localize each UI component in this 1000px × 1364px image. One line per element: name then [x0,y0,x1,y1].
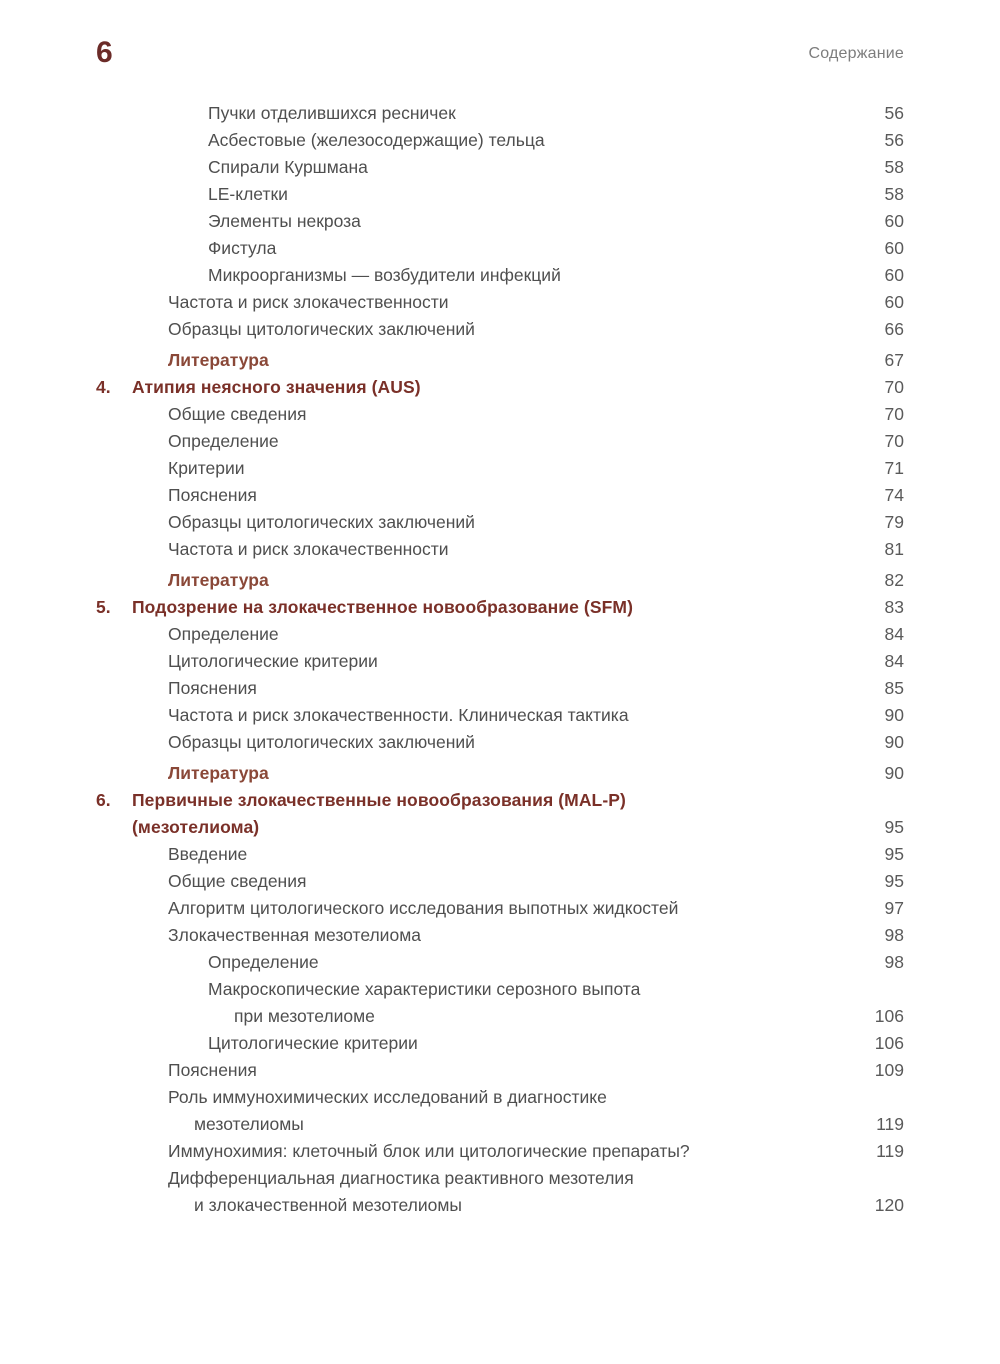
toc-entry[interactable] [96,949,904,976]
entry-label: Определение [168,624,279,644]
toc-entry[interactable] [96,675,904,702]
chapter-page-number: 83 [884,597,904,617]
entry-label: Пояснения [168,485,257,505]
chapter-page-number: 95 [884,817,904,837]
entry-page-number: 84 [884,624,904,644]
entry-page-number: 119 [876,1114,904,1134]
entry-page-number: 90 [884,763,904,783]
toc-entry-literature[interactable] [96,567,904,594]
toc-entry[interactable] [96,702,904,729]
toc-chapter-heading[interactable] [96,374,904,401]
entry-label: Иммунохимия: клеточный блок или цитологические препараты? [168,1141,690,1161]
toc-entry[interactable] [96,841,904,868]
toc-entry[interactable] [96,262,904,289]
entry-label: Пучки отделившихся ресничек [208,103,456,123]
chapter-title: Атипия неясного значения (AUS) [132,377,421,397]
toc-entry[interactable] [96,100,904,127]
entry-page-number: 95 [884,871,904,891]
entry-page-number: 82 [884,570,904,590]
toc-entry-literature[interactable] [96,760,904,787]
toc-entry[interactable] [96,1138,904,1165]
entry-page-number: 97 [884,898,904,918]
entry-page-number: 79 [884,512,904,532]
toc-section-group [96,100,904,374]
entry-label: Элементы некроза [208,211,361,231]
entry-label: Определение [168,431,279,451]
entry-page-number: 60 [884,238,904,258]
entry-label: Литература [168,570,269,590]
toc-chapter-group [96,374,904,594]
toc-chapter-group [96,594,904,787]
entry-page-number: 84 [884,651,904,671]
entry-label: Образцы цитологических заключений [168,319,475,339]
entry-page-number: 85 [884,678,904,698]
entry-label: Злокачественная мезотелиома [168,925,421,945]
entry-page-number: 120 [874,1195,904,1215]
entry-label: Цитологические критерии [168,651,378,671]
toc-entry[interactable] [96,729,904,756]
chapter-page-number: 70 [884,377,904,397]
entry-label: Асбестовые (железосодержащие) тельца [208,130,545,150]
entry-label: Общие сведения [168,871,307,891]
toc-entry[interactable] [96,482,904,509]
table-of-contents [96,100,904,1219]
toc-entry[interactable] [96,316,904,343]
entry-label: Микроорганизмы — возбудители инфекций [208,265,561,285]
entry-label: Пояснения [168,678,257,698]
toc-entry-literature[interactable] [96,347,904,374]
toc-entry[interactable] [96,289,904,316]
entry-page-number: 90 [884,705,904,725]
entry-page-number: 56 [884,103,904,123]
chapter-number: 5. [96,597,111,617]
toc-entry[interactable] [96,428,904,455]
entry-label: Критерии [168,458,245,478]
entry-label: мезотелиомы [194,1114,304,1134]
toc-chapter-heading-continuation[interactable] [96,814,904,841]
entry-label: Образцы цитологических заключений [168,512,475,532]
toc-entry-continuation [96,1003,904,1030]
entry-page-number: 58 [884,157,904,177]
entry-label: Частота и риск злокачественности [168,292,449,312]
entry-page-number: 60 [884,211,904,231]
entry-page-number: 109 [874,1060,904,1080]
entry-page-number: 71 [884,458,904,478]
entry-page-number: 95 [884,844,904,864]
chapter-number: 4. [96,377,111,397]
page-number-folio: 6 [96,36,114,69]
running-head [96,36,904,76]
entry-page-number: 70 [884,431,904,451]
toc-chapter-heading[interactable] [96,787,904,814]
entry-label: Литература [168,763,269,783]
entry-page-number: 67 [884,350,904,370]
entry-label: Частота и риск злокачественности [168,539,449,559]
entry-label: Дифференциальная диагностика реактивного мезотелия [168,1168,634,1188]
entry-label: Спирали Куршмана [208,157,368,177]
entry-label: Цитологические критерии [208,1033,418,1053]
toc-entry[interactable] [96,509,904,536]
entry-page-number: 119 [876,1141,904,1161]
entry-label: Макроскопические характеристики серозного выпота [208,979,641,999]
toc-entry[interactable] [96,868,904,895]
toc-entry-continuation [96,1111,904,1138]
entry-page-number: 60 [884,265,904,285]
toc-entry[interactable] [96,922,904,949]
toc-entry[interactable] [96,976,904,1003]
entry-label: Алгоритм цитологического исследования выпотных жидкостей [168,898,679,918]
entry-page-number: 81 [884,539,904,559]
entry-label: LE-клетки [208,184,288,204]
toc-entry[interactable] [96,401,904,428]
entry-label: Литература [168,350,269,370]
toc-entry[interactable] [96,621,904,648]
toc-entry[interactable] [96,208,904,235]
entry-page-number: 66 [884,319,904,339]
toc-entry-continuation [96,1192,904,1219]
entry-label: Частота и риск злокачественности. Клиническая тактика [168,705,629,725]
entry-label: Общие сведения [168,404,307,424]
toc-entry[interactable] [96,1165,904,1192]
toc-entry[interactable] [96,127,904,154]
entry-page-number: 90 [884,732,904,752]
chapter-title: Первичные злокачественные новообразования (MAL-P) [132,790,626,810]
toc-entry[interactable] [96,455,904,482]
entry-label: Фистула [208,238,277,258]
toc-entry[interactable] [96,1030,904,1057]
entry-page-number: 58 [884,184,904,204]
running-head-title: Содержание [808,45,904,62]
chapter-number: 6. [96,790,111,810]
entry-page-number: 60 [884,292,904,312]
toc-entry[interactable] [96,154,904,181]
toc-entry[interactable] [96,648,904,675]
toc-chapter-group [96,787,904,1219]
entry-page-number: 98 [884,925,904,945]
toc-entry[interactable] [96,1084,904,1111]
entry-page-number: 74 [884,485,904,505]
entry-label: при мезотелиоме [234,1006,375,1026]
toc-chapter-heading[interactable] [96,594,904,621]
chapter-title: Подозрение на злокачественное новообразование (SFM) [132,597,634,617]
entry-label: Пояснения [168,1060,257,1080]
entry-label: Введение [168,844,248,864]
toc-entry[interactable] [96,235,904,262]
entry-page-number: 98 [884,952,904,972]
toc-entry[interactable] [96,536,904,563]
toc-entry[interactable] [96,1057,904,1084]
entry-label: Образцы цитологических заключений [168,732,475,752]
entry-label: и злокачественной мезотелиомы [194,1195,462,1215]
entry-page-number: 106 [874,1006,904,1026]
toc-entry[interactable] [96,181,904,208]
entry-label: Определение [208,952,319,972]
entry-page-number: 106 [874,1033,904,1053]
toc-entry[interactable] [96,895,904,922]
chapter-title-continuation: (мезотелиома) [132,817,260,837]
entry-label: Роль иммунохимических исследований в диагностике [168,1087,607,1107]
entry-page-number: 56 [884,130,904,150]
entry-page-number: 70 [884,404,904,424]
